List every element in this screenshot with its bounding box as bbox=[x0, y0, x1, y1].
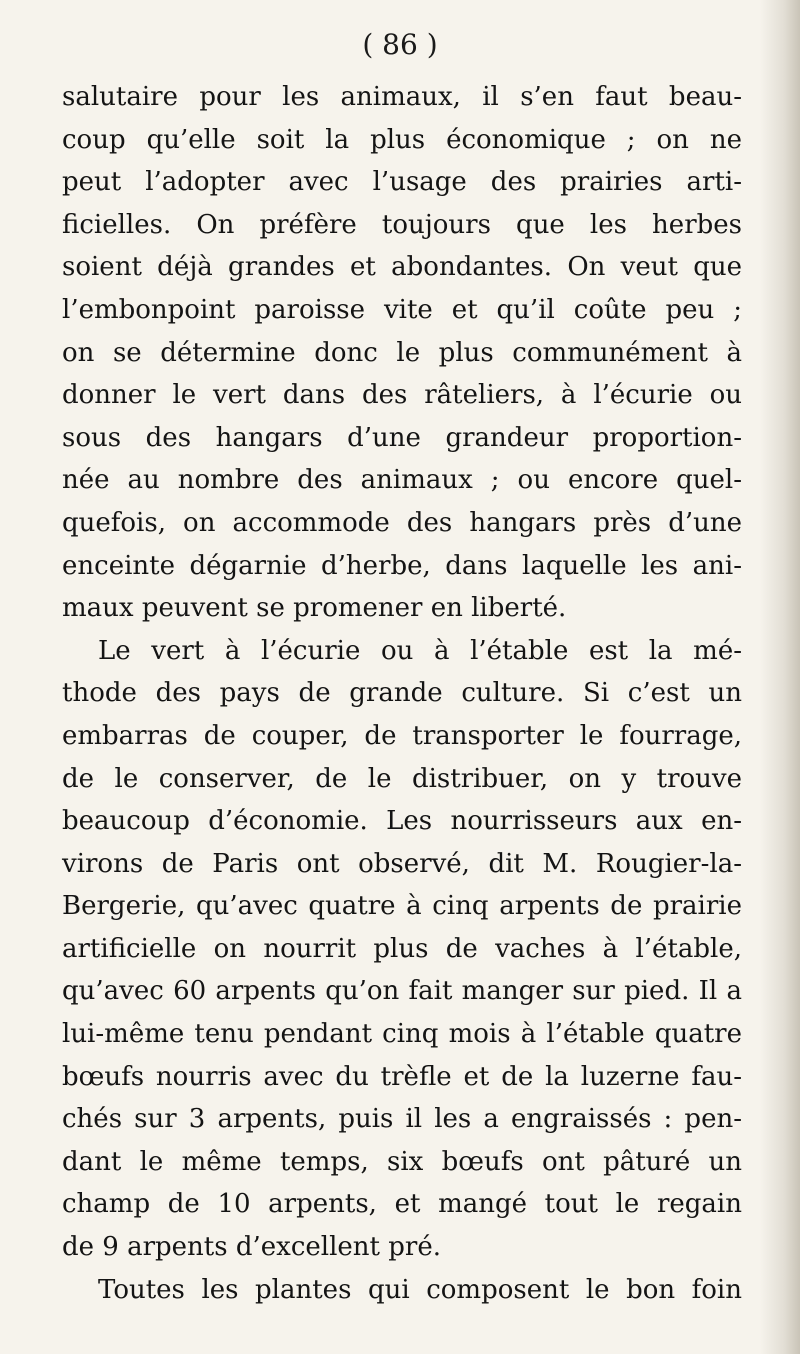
text-line: qu’avec 60 arpents qu’on fait manger sur pied. Il a bbox=[62, 976, 742, 1007]
text-line: Toutes les plantes qui composent le bon foin bbox=[98, 1274, 742, 1305]
text-line: soient déjà grandes et abondantes. On veut que bbox=[62, 252, 742, 283]
text-line: Le vert à l’écurie ou à l’étable est la mé- bbox=[98, 635, 742, 666]
text-line: ficielles. On préfère toujours que les herbes bbox=[62, 209, 742, 240]
text-line: bœufs nourris avec du trèfle et de la luzerne fau- bbox=[62, 1061, 742, 1092]
text-line: chés sur 3 arpents, puis il les a engraissés : pen- bbox=[62, 1104, 742, 1135]
text-line: champ de 10 arpents, et mangé tout le regain bbox=[62, 1189, 742, 1220]
text-line: enceinte dégarnie d’herbe, dans laquelle les ani- bbox=[62, 550, 742, 581]
page-edge-shadow bbox=[760, 0, 800, 1354]
text-line: on se détermine donc le plus communément à bbox=[62, 337, 742, 368]
text-line: thode des pays de grande culture. Si c’est un bbox=[62, 678, 742, 709]
text-line: l’embonpoint paroisse vite et qu’il coûte peu ; bbox=[62, 294, 742, 325]
text-line: lui-même tenu pendant cinq mois à l’étable quatre bbox=[62, 1019, 742, 1050]
text-line: quefois, on accommode des hangars près d’une bbox=[62, 507, 742, 538]
text-line: de le conserver, de le distribuer, on y trouve bbox=[62, 763, 742, 794]
text-line: sous des hangars d’une grandeur proportion- bbox=[62, 422, 742, 453]
text-line: virons de Paris ont observé, dit M. Rougier-la- bbox=[62, 848, 742, 879]
text-line: de 9 arpents d’excellent pré. bbox=[62, 1232, 441, 1263]
text-line: maux peuvent se promener en liberté. bbox=[62, 593, 567, 624]
text-line: embarras de couper, de transporter le fourrage, bbox=[62, 720, 742, 751]
body-text bbox=[62, 76, 742, 1311]
text-line: née au nombre des animaux ; ou encore quel- bbox=[62, 465, 742, 496]
page-number: ( 86 ) bbox=[362, 28, 438, 61]
text-line: dant le même temps, six bœufs ont pâturé un bbox=[62, 1146, 742, 1177]
text-line: salutaire pour les animaux, il s’en faut beau- bbox=[62, 82, 742, 112]
text-line: peut l’adopter avec l’usage des prairies arti- bbox=[62, 167, 742, 198]
text-line: donner le vert dans des râteliers, à l’écurie ou bbox=[62, 380, 742, 411]
text-line: artificielle on nourrit plus de vaches à l’étable, bbox=[62, 933, 742, 964]
text-line: Bergerie, qu’avec quatre à cinq arpents de prairie bbox=[62, 891, 742, 922]
text-line: beaucoup d’économie. Les nourrisseurs aux en- bbox=[62, 806, 742, 837]
text-line: coup qu’elle soit la plus économique ; on ne bbox=[62, 124, 742, 155]
